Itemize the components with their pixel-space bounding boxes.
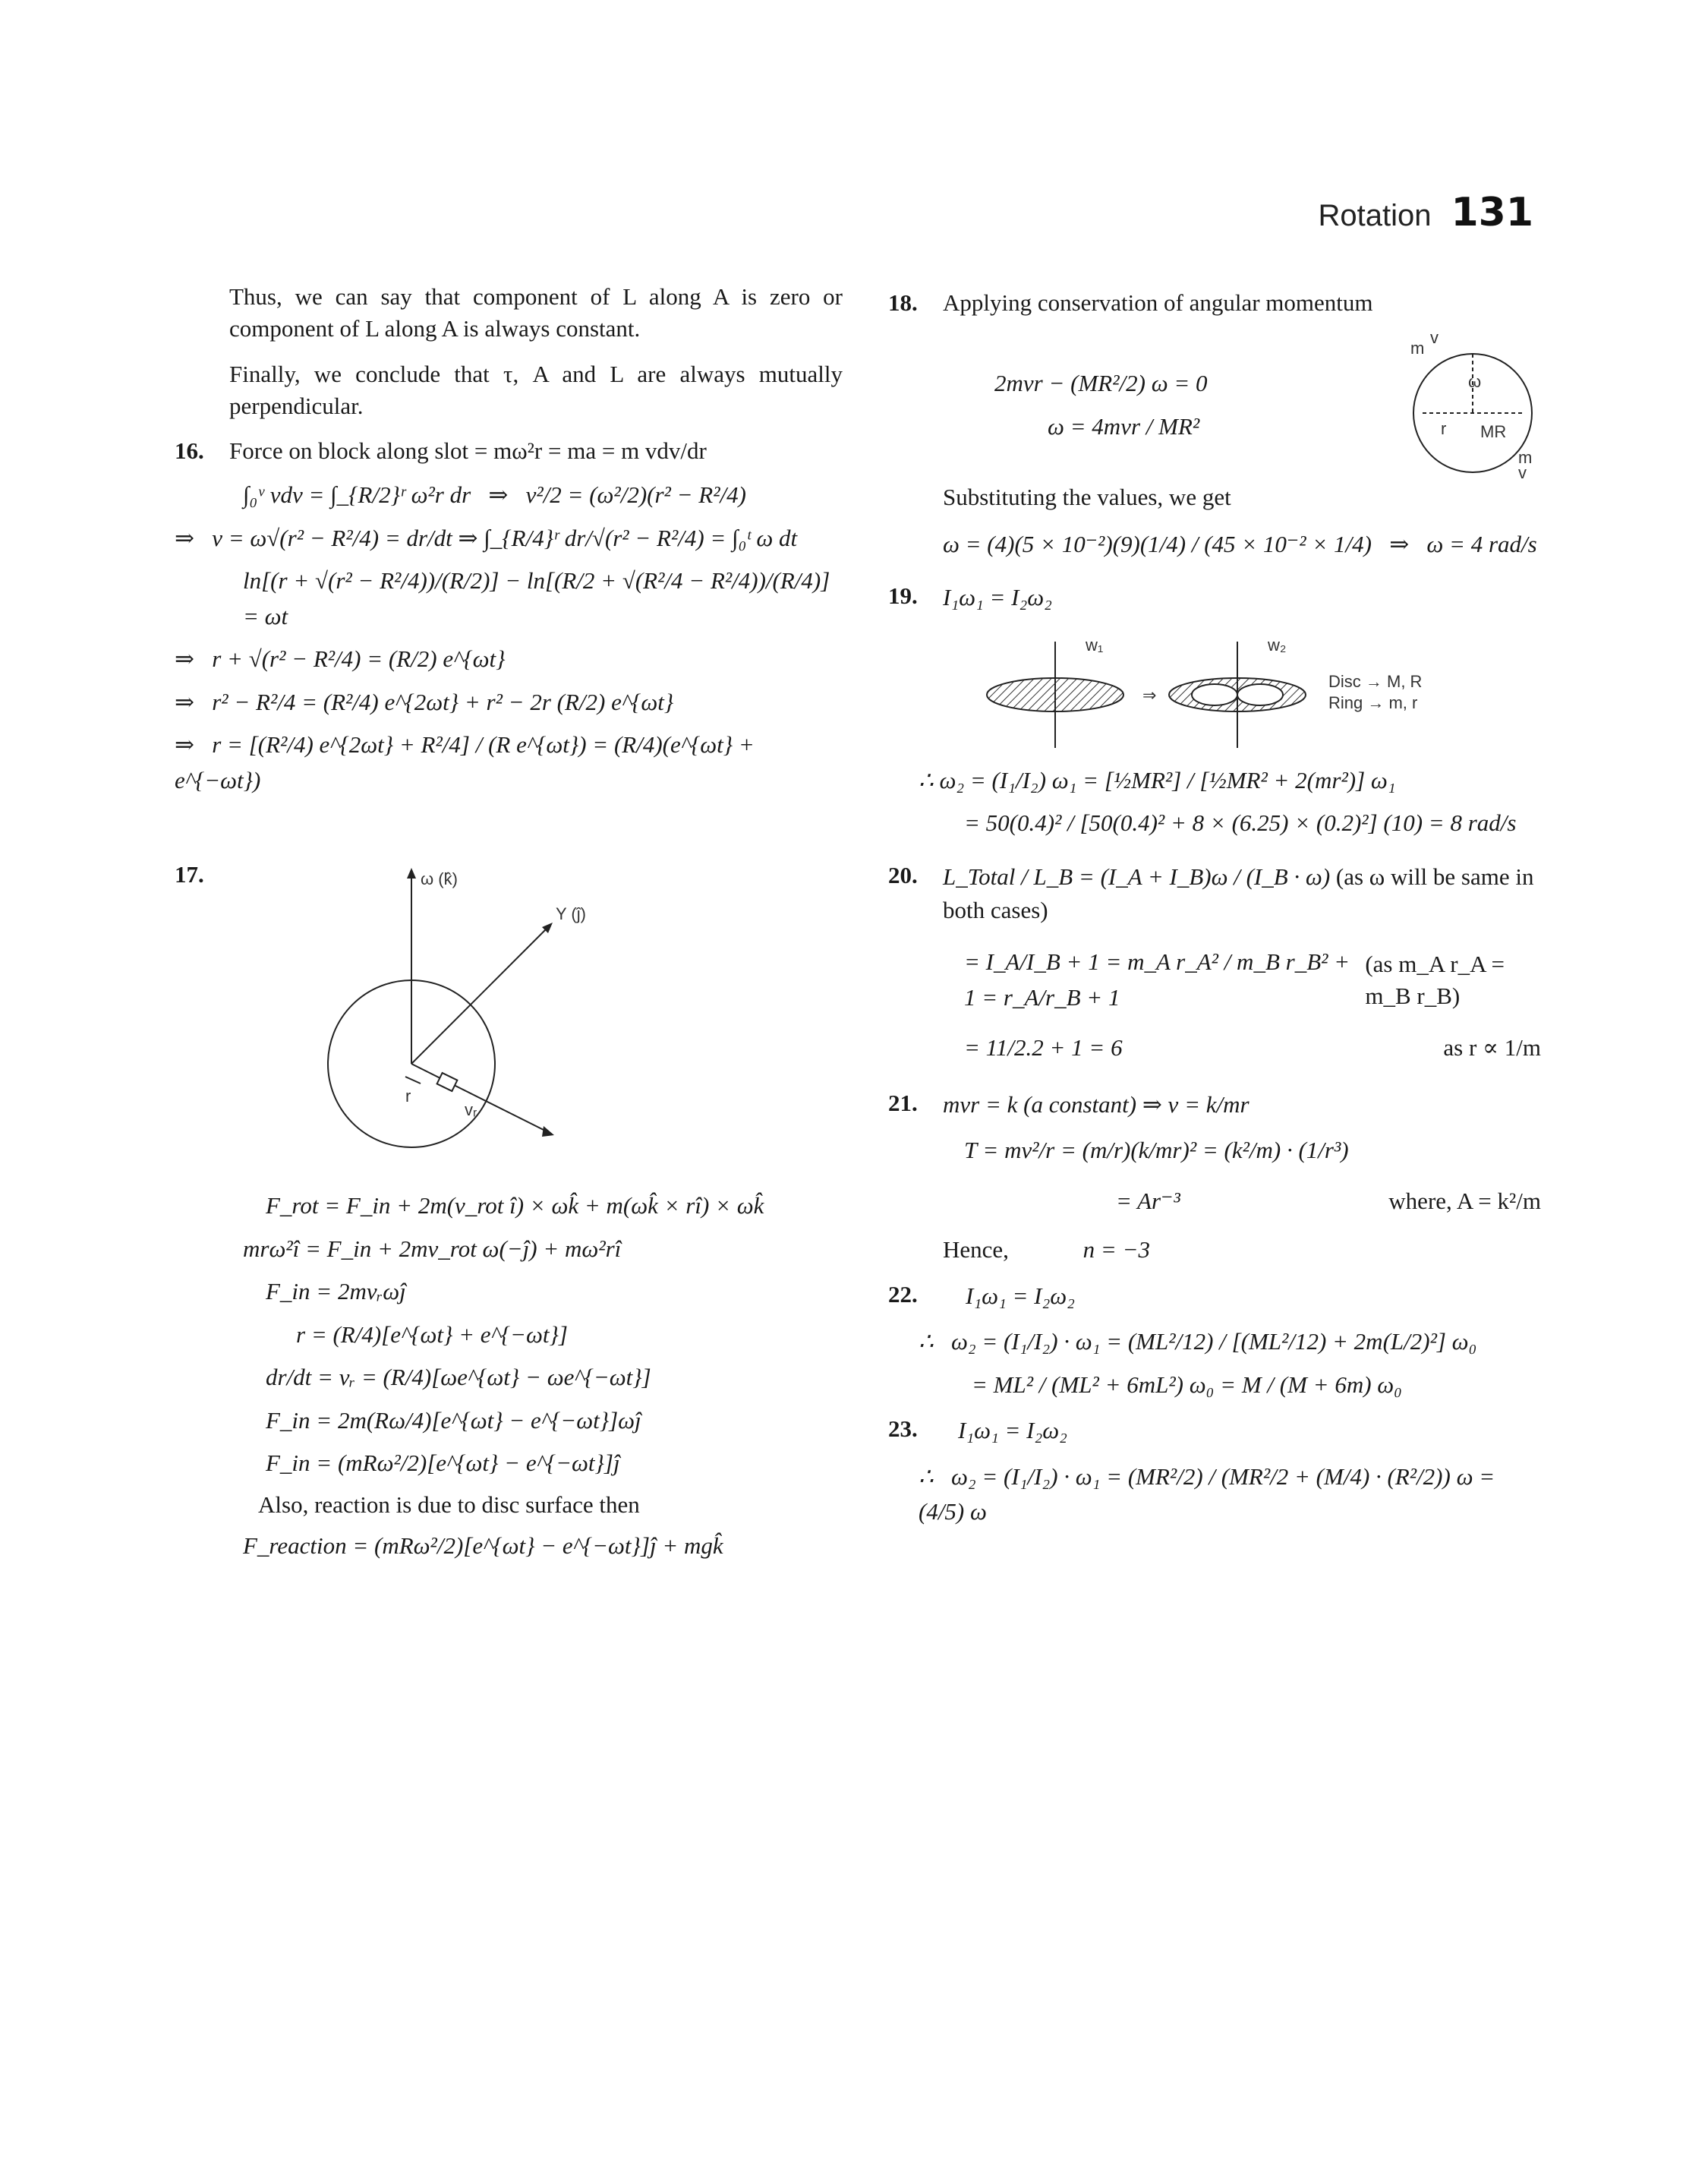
- problem-number: 22.: [888, 1280, 918, 1308]
- equation: ∴ ω₂ = (I₁/I₂) · ω₁ = (MR²/2) / (MR²/2 + (M/4) · (R²/2)) ω = (4/5) ω: [919, 1462, 1501, 1525]
- y-axis: [411, 927, 548, 1064]
- rotating-disc-diagram: [229, 859, 654, 1178]
- equation: ∴ ω₂ = (I₁/I₂) ω₁ = [½MR²] / [½MR² + 2(mr²)] ω₁: [919, 766, 1396, 793]
- equation-note: (as m_A r_A = m_B r_B): [1365, 950, 1505, 1009]
- equation: ω = 4mvr / MR²: [1048, 412, 1200, 440]
- problem-22: [888, 1279, 1541, 1314]
- problem-text: Force on block along slot = mω²r = ma = m vdv/dr: [229, 437, 707, 465]
- equation-note: where, A = k²/m: [1388, 1187, 1541, 1214]
- omega-arrowhead-icon: [407, 868, 416, 879]
- mr-label: MR: [1480, 421, 1507, 441]
- page-number: 131: [1451, 190, 1533, 235]
- velocity-top-label: v: [1430, 329, 1439, 347]
- problem-number: 21.: [888, 1089, 918, 1116]
- y-axis-label: Y (ĵ): [556, 904, 586, 924]
- r-label: r: [405, 1087, 411, 1106]
- equation: = I_A/I_B + 1 = m_A r_A² / m_B r_B² + 1 = r_A/r_B + 1: [964, 948, 1356, 1011]
- velocity-bottom-label: v: [1518, 462, 1527, 481]
- slot-arrowhead-icon: [542, 1126, 554, 1137]
- equation: T = mv²/r = (m/r)(k/mr)² = (k²/m) · (1/r³): [964, 1137, 1349, 1164]
- w1-label: w₁: [1086, 635, 1104, 655]
- problem-number: 16.: [175, 437, 204, 465]
- r-arrow: [405, 1077, 421, 1084]
- equation-note: (as ω will be same in both cases): [943, 863, 1534, 924]
- equation: r = (R/4)[e^{ωt} + e^{−ωt}]: [296, 1320, 568, 1348]
- substitution-text: Substituting the values, we get: [943, 483, 1231, 510]
- equation: ⇒ r = [(R²/4) e^{2ωt} + R²/4] / (R e^{ωt}) = (R/4)(e^{ωt} + e^{−ωt}): [175, 731, 761, 793]
- equation: = ML² / (ML² + 6mL²) ω₀ = M / (M + 6m) ω₀: [972, 1371, 1402, 1398]
- equation: F_rot = F_in + 2m(v_rot î) × ωk̂ + m(ωk̂ × rî) × ωk̂: [266, 1192, 764, 1219]
- w2-label: w₂: [1268, 635, 1287, 655]
- equation: I₁ω₁ = I₂ω₂: [943, 584, 1052, 611]
- problem-21: [888, 1087, 1541, 1123]
- equation: I₁ω₁ = I₂ω₂: [958, 1417, 1067, 1444]
- omega-label: ω (k̂): [421, 869, 458, 889]
- problem-number: 17.: [175, 861, 204, 888]
- reaction-text: Also, reaction is due to disc surface then: [258, 1491, 640, 1518]
- problem-text: Applying conservation of angular momentum: [943, 289, 1373, 316]
- ring-right: [1237, 684, 1283, 705]
- problem-20: [888, 860, 1541, 926]
- vr-label: vᵣ: [465, 1100, 477, 1120]
- equation: = 11/2.2 + 1 = 6: [964, 1034, 1123, 1062]
- equation: F_in = 2m(Rω/4)[e^{ωt} − e^{−ωt}]ωĵ: [266, 1406, 641, 1434]
- problem-number: 18.: [888, 289, 918, 316]
- problem-number: 19.: [888, 582, 918, 610]
- disc-ring-diagram: [888, 626, 1541, 756]
- problem-19: [888, 580, 1541, 616]
- left-column: [175, 281, 843, 1571]
- slot-line: [411, 1064, 548, 1132]
- running-header: [1318, 190, 1533, 235]
- equation: F_in = 2mvᵣωĵ: [266, 1278, 406, 1305]
- equation-note: as r ∝ 1/m: [1443, 1034, 1541, 1062]
- problem-number: 23.: [888, 1415, 918, 1443]
- equation: 2mvr − (MR²/2) ω = 0: [994, 370, 1208, 397]
- omega-label: ω: [1468, 371, 1482, 391]
- equation: I₁ω₁ = I₂ω₂: [966, 1282, 1075, 1309]
- equation: ⇒ r + √(r² − R²/4) = (R/2) e^{ωt}: [175, 645, 506, 673]
- equation: F_reaction = (mRω²/2)[e^{ωt} − e^{−ωt}]ĵ + mgk̂: [243, 1532, 723, 1559]
- equation: ω = (4)(5 × 10⁻²)(9)(1/4) / (45 × 10⁻² × 1/4) ⇒ ω = 4 rad/s: [943, 530, 1537, 557]
- right-column: [888, 281, 1541, 1538]
- equation: n = −3: [1082, 1236, 1151, 1263]
- equation: = 50(0.4)² / [50(0.4)² + 8 × (6.25) × (0.2)²] (10) = 8 rad/s: [964, 809, 1517, 837]
- problem-16: [175, 435, 843, 467]
- equation: F_in = (mRω²/2)[e^{ωt} − e^{−ωt}]ĵ: [266, 1450, 620, 1477]
- equation: dr/dt = vᵣ = (R/4)[ωe^{ωt} − ωe^{−ωt}]: [266, 1364, 651, 1391]
- ring-legend: Ring → m, r: [1328, 692, 1418, 712]
- equation: L_Total / L_B = (I_A + I_B)ω / (I_B · ω): [943, 863, 1331, 890]
- radius-label: r: [1441, 418, 1447, 438]
- mass-top-label: m: [1410, 338, 1425, 358]
- disc-legend: Disc → M, R: [1328, 671, 1423, 691]
- equation: ∴ ω₂ = (I₁/I₂) · ω₁ = (ML²/12) / [(ML²/12) + 2m(L/2)²] ω₀: [919, 1328, 1477, 1355]
- equation: ln[(r + √(r² − R²/4))/(R/2)] − ln[(R/2 + √(R²/4 − R²/4))/(R/4)] = ωt: [243, 567, 837, 629]
- problem-18: [888, 287, 1541, 319]
- hence-label: Hence,: [943, 1236, 1009, 1263]
- block: [437, 1073, 458, 1091]
- intro-paragraph-1: Thus, we can say that component of L along A is zero or component of L along A is always constant.: [229, 283, 843, 342]
- equation: mrω²î = F_in + 2mv_rot ω(−ĵ) + mω²rî: [243, 1235, 622, 1262]
- transition-arrow-icon: ⇒: [1142, 685, 1157, 705]
- chapter-title: Rotation: [1318, 199, 1432, 232]
- ring-left: [1192, 684, 1237, 705]
- disc-with-particles-diagram: [1404, 330, 1541, 481]
- intro-paragraph-2: Finally, we conclude that τ, A and L are always mutually perpendicular.: [229, 360, 843, 419]
- problem-17: [175, 859, 843, 1178]
- problem-23: [888, 1413, 1541, 1449]
- mass-bottom-label: m: [1518, 447, 1533, 467]
- equation: mvr = k (a constant) ⇒ v = k/mr: [943, 1090, 1249, 1118]
- equation: ∫₀ᵛ vdv = ∫_{R/2}ʳ ω²r dr ⇒ v²/2 = (ω²/2)(r² − R²/4): [243, 481, 746, 509]
- problem-number: 20.: [888, 861, 918, 888]
- equation: = Ar⁻³: [1116, 1187, 1180, 1214]
- equation: ⇒ v = ω√(r² − R²/4) = dr/dt ⇒ ∫_{R/4}ʳ dr/√(r² − R²/4) = ∫₀ᵗ ω dt: [175, 524, 798, 551]
- equation: ⇒ r² − R²/4 = (R²/4) e^{2ωt} + r² − 2r (R/2) e^{ωt}: [175, 688, 674, 715]
